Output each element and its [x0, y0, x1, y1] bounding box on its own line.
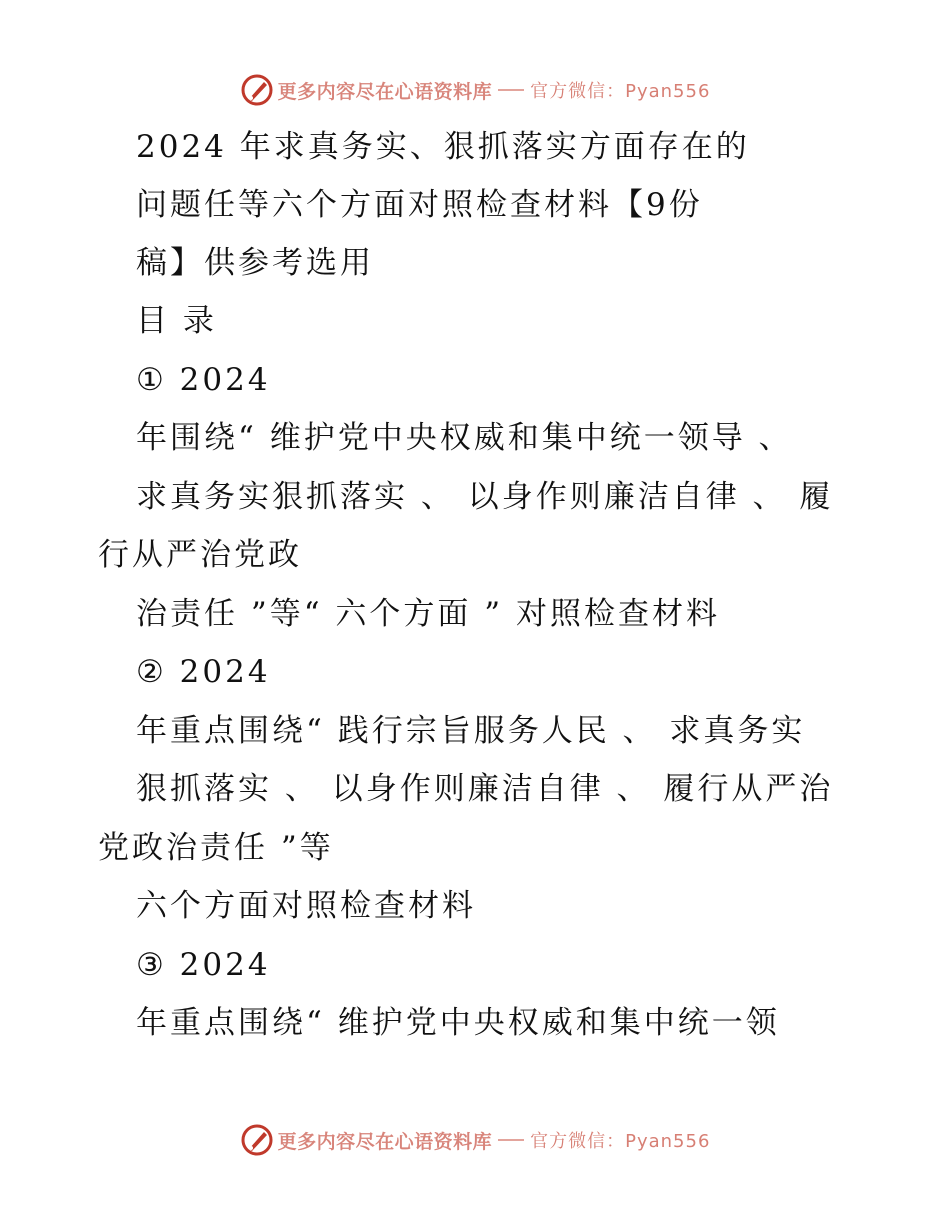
header-watermark [0, 72, 950, 108]
toc-item-2-number: ② 2024 [136, 654, 271, 690]
toc-item-1-text: 求真务实狠抓落实 、 以身作则廉洁自律 、 履 [136, 479, 834, 515]
toc-item-1-number: ① 2024 [136, 362, 271, 398]
toc-item-2-text: 党政治责任 ”等 [98, 830, 334, 866]
toc-item-3-number: ③ 2024 [136, 947, 271, 983]
pen-logo-icon [240, 1123, 274, 1157]
watermark-brand: 更多内容尽在心语资料库 [277, 1130, 493, 1153]
toc-item-3-text: 年重点围绕“ 维护党中央权威和集中统一领 [136, 1005, 780, 1041]
watermark-brand: 更多内容尽在心语资料库 [277, 80, 493, 103]
watermark-divider [498, 1139, 524, 1141]
watermark-divider [498, 89, 524, 91]
toc-item-2-text: 六个方面对照检查材料 [136, 888, 476, 924]
watermark-contact: 官方微信：Pyan556 [530, 81, 711, 102]
toc-item-1-text: 年围绕“ 维护党中央权威和集中统一领导 、 [136, 420, 793, 456]
toc-item-1-text: 行从严治党政 [98, 537, 302, 573]
toc-item-2-text: 年重点围绕“ 践行宗旨服务人民 、 求真务实 [136, 713, 806, 749]
toc-item-1-text: 治责任 ”等“ 六个方面 ” 对照检查材料 [136, 596, 720, 632]
watermark-contact: 官方微信：Pyan556 [530, 1131, 711, 1152]
toc-heading: 目 录 [136, 303, 217, 339]
title-line-2: 问题任等六个方面对照检查材料【9份 [136, 187, 703, 223]
title-line-3: 稿】供参考选用 [136, 245, 374, 281]
toc-item-2-text: 狠抓落实 、 以身作则廉洁自律 、 履行从严治 [136, 771, 834, 807]
title-line-1: 2024 年求真务实、狠抓落实方面存在的 [136, 129, 750, 165]
footer-watermark [0, 1122, 950, 1158]
pen-logo-icon [240, 73, 274, 107]
